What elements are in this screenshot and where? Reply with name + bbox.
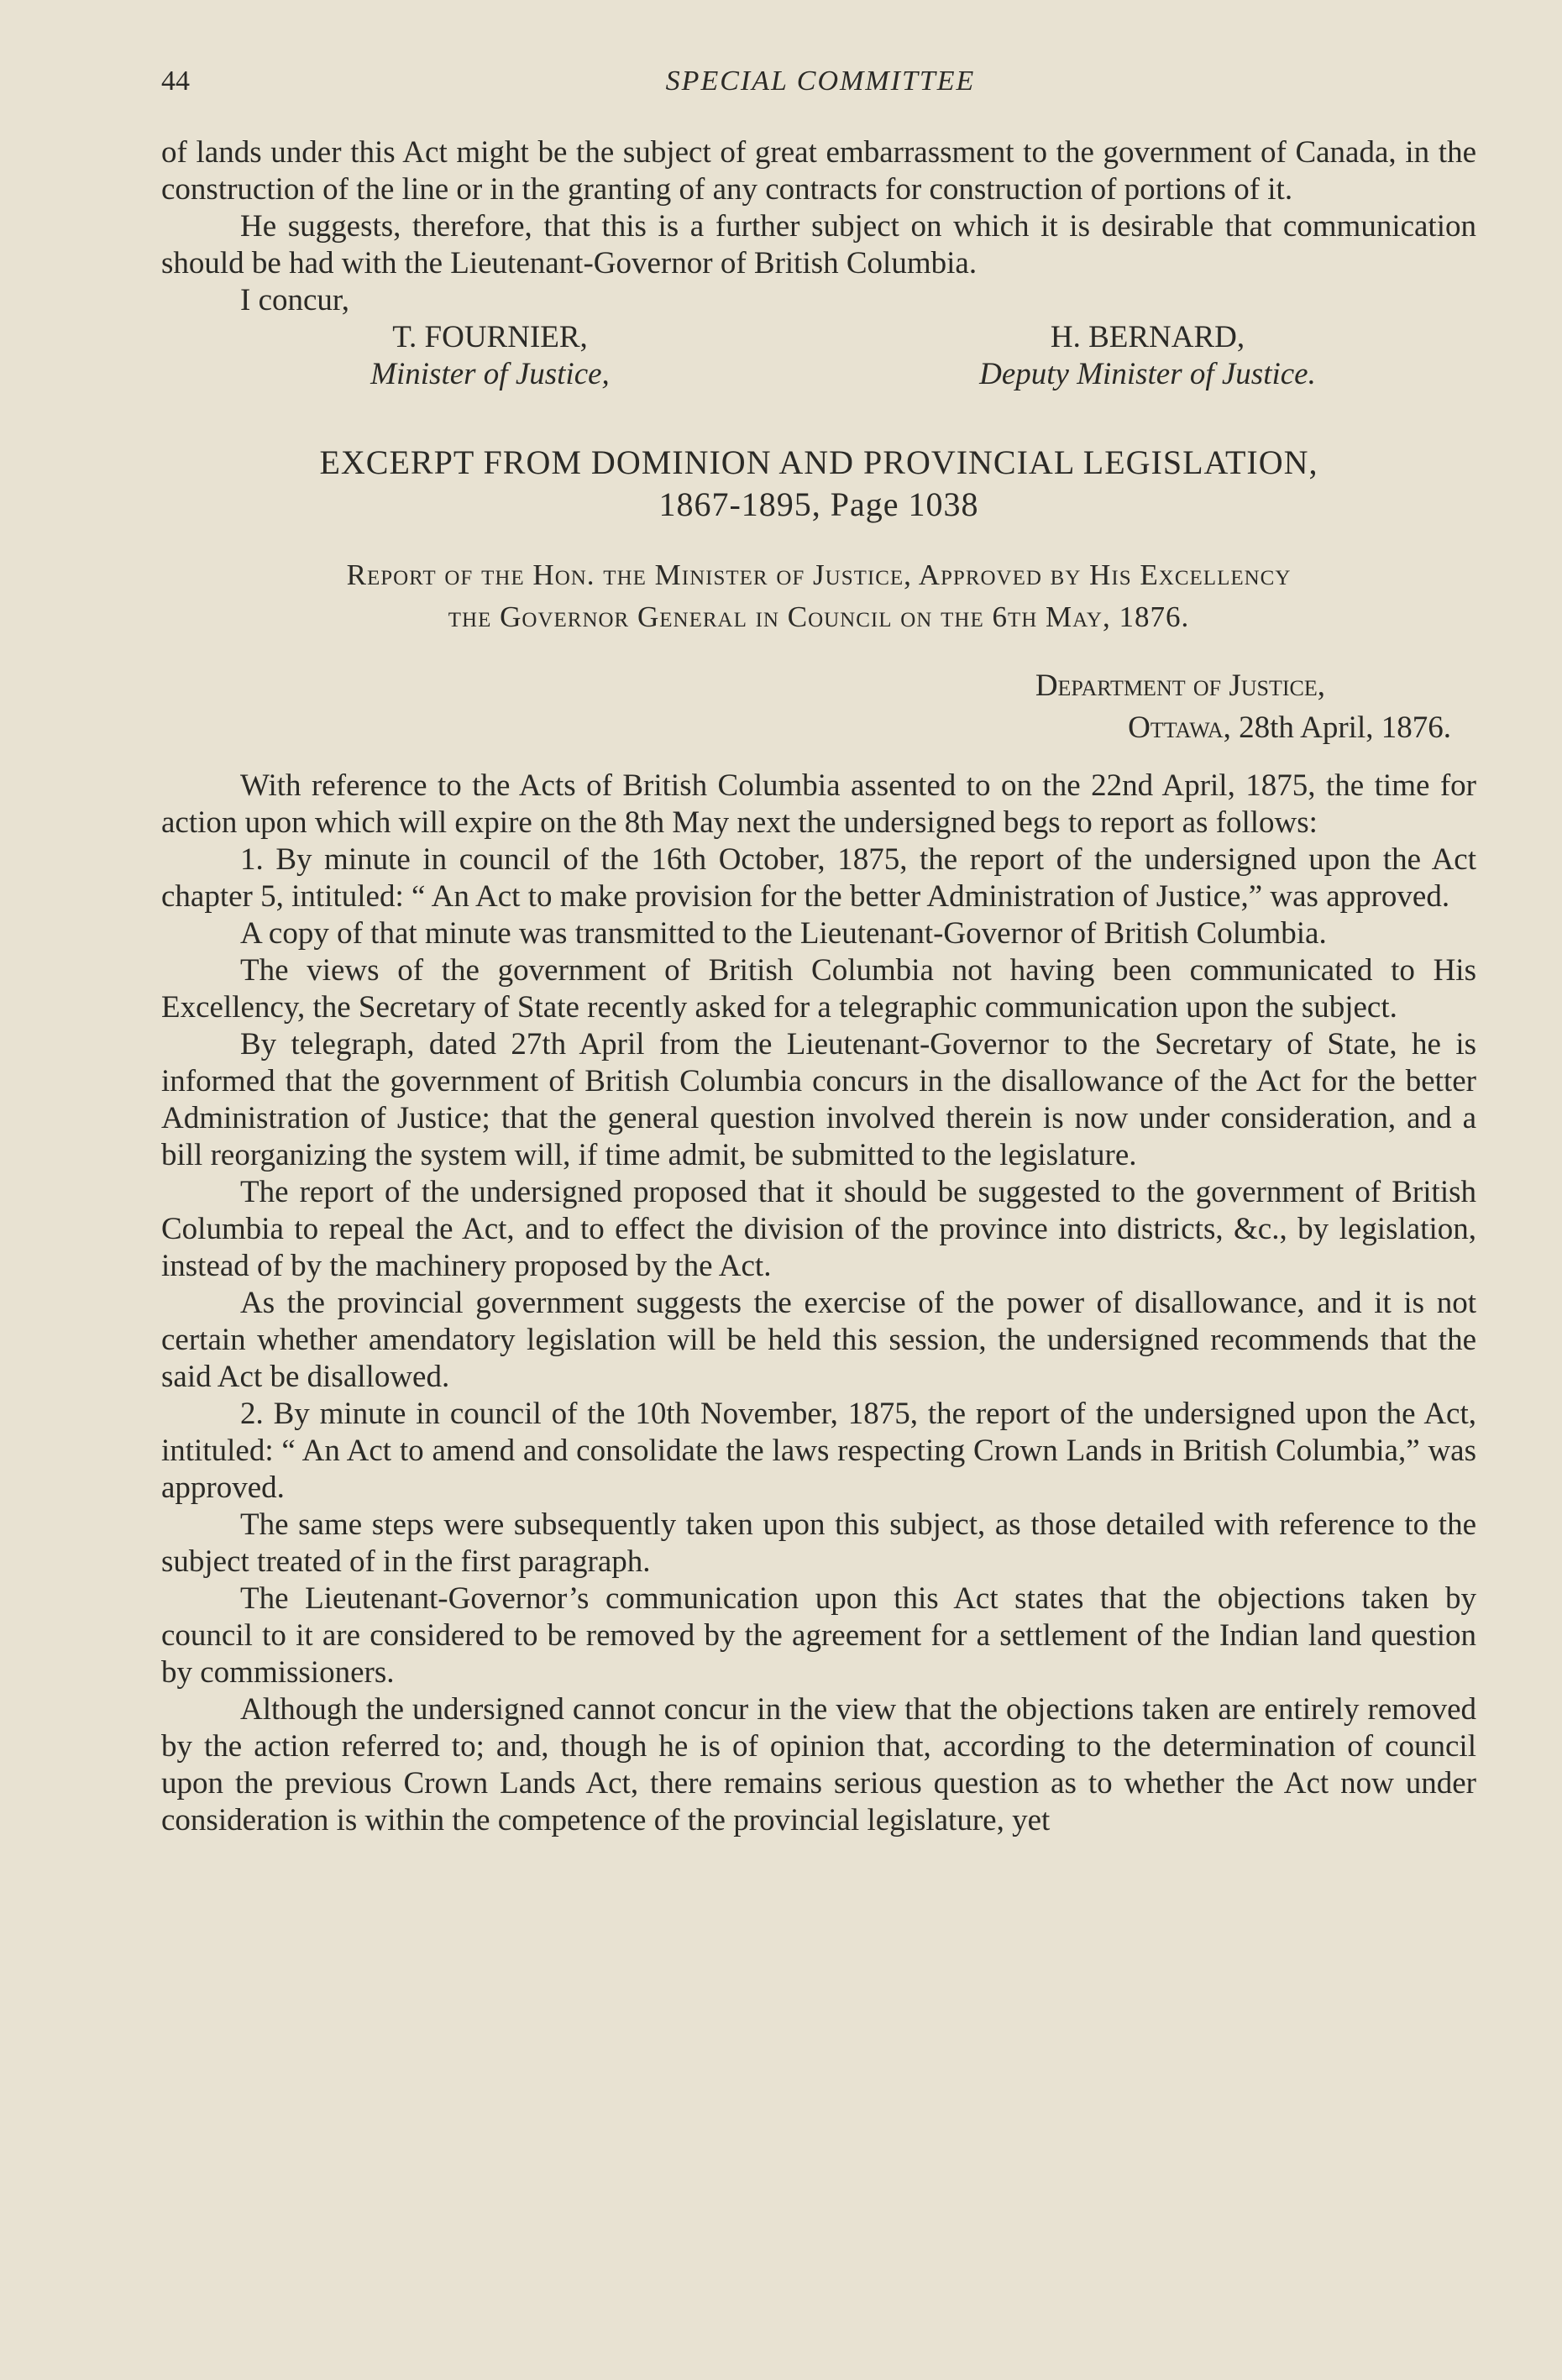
section-title-line: EXCERPT FROM DOMINION AND PROVINCIAL LEGISLATION, [319,443,1318,481]
paragraph: of lands under this Act might be the subject of great embarrassment to the government of Canada, in the construction of the line or in the granting of any contracts for construction of portions of it. [161,135,1476,207]
report-title [161,554,1476,638]
running-head: SPECIAL COMMITTEE [665,66,976,97]
dateline-place-date [161,707,1476,749]
signature-bernard [819,319,1476,393]
dateline-department: Department of Justice, [1035,668,1325,703]
dateline-date: 28th April, 1876. [1239,710,1451,745]
paragraph: 1. By minute in council of the 16th October, 1875, the report of the undersigned upon the Act chapter 5, intituled: “ An Act to make provision for the better Administration of Justice,” was approved. [161,842,1476,914]
paragraph: By telegraph, dated 27th April from the Lieutenant-Governor to the Secretary of State, he is informed that the government of British Columbia concurs in the disallowance of the Act for the better Administration of Justice; that the general question involved therein is now under consideration, and a bill reorganizing the system will, if time admit, be submitted to the legislature. [161,1027,1476,1172]
page-content [161,134,1476,1839]
paragraph: The same steps were subsequently taken upon this subject, as those detailed with reference to the subject treated of in the first paragraph. [161,1507,1476,1579]
dateline-place: Ottawa, [1128,710,1231,745]
paragraph: As the provincial government suggests the exercise of the power of disallowance, and it is not certain whether amendatory legislation will be held this session, the undersigned recommends that the said Act be disallowed. [161,1286,1476,1394]
signatory-title: Deputy Minister of Justice. [979,357,1316,391]
paragraph: He suggests, therefore, that this is a further subject on which it is desirable that communication should be had with the Lieutenant-Governor of British Columbia. [161,209,1476,280]
page-number: 44 [161,66,190,97]
signatory-name: T. FOURNIER, [392,320,588,354]
signature-fournier [161,319,819,393]
paragraph: With reference to the Acts of British Columbia assented to on the 22nd April, 1875, the time for action upon which will expire on the 8th May next the undersigned begs to report as follows: [161,768,1476,840]
paragraph: 2. By minute in council of the 10th November, 1875, the report of the undersigned upon the Act, intituled: “ An Act to amend and consolidate the laws respecting Crown Lands in British Columbia,” was approved. [161,1397,1476,1505]
paragraph: A copy of that minute was transmitted to the Lieutenant-Governor of British Columbia. [240,916,1327,951]
signatory-name: H. BERNARD, [1050,320,1245,354]
concur-line: I concur, [240,283,350,317]
dateline [161,665,1476,749]
section-title [161,442,1476,526]
paragraph: The Lieutenant-Governor’s communication upon this Act states that the objections taken by council to it are considered to be removed by the agreement for a settlement of the Indian land question by commissioners. [161,1581,1476,1690]
page-header [161,66,1480,116]
signatory-title: Minister of Justice, [370,357,610,391]
report-title-line: the Governor General in Council on the 6th May, 1876. [448,600,1190,633]
paragraph: Although the undersigned cannot concur in the view that the objections taken are entirely removed by the action referred to; and, though he is of opinion that, according to the determination of council upon the previous Crown Lands Act, there remains serious question as to whether the Act now under consideration is within the competence of the provincial legislature, yet [161,1692,1476,1837]
signature-block [161,319,1476,393]
section-title-line: 1867-1895, Page 1038 [658,485,979,523]
report-title-line: Report of the Hon. the Minister of Justice, Approved by His Excellency [346,558,1292,591]
paragraph: The views of the government of British Columbia not having been communicated to His Excellency, the Secretary of State recently asked for a telegraphic communication upon the subject. [161,953,1476,1025]
paragraph: The report of the undersigned proposed that it should be suggested to the government of British Columbia to repeal the Act, and to effect the division of the province into districts, &c., by legislation, instead of by the machinery proposed by the Act. [161,1175,1476,1283]
